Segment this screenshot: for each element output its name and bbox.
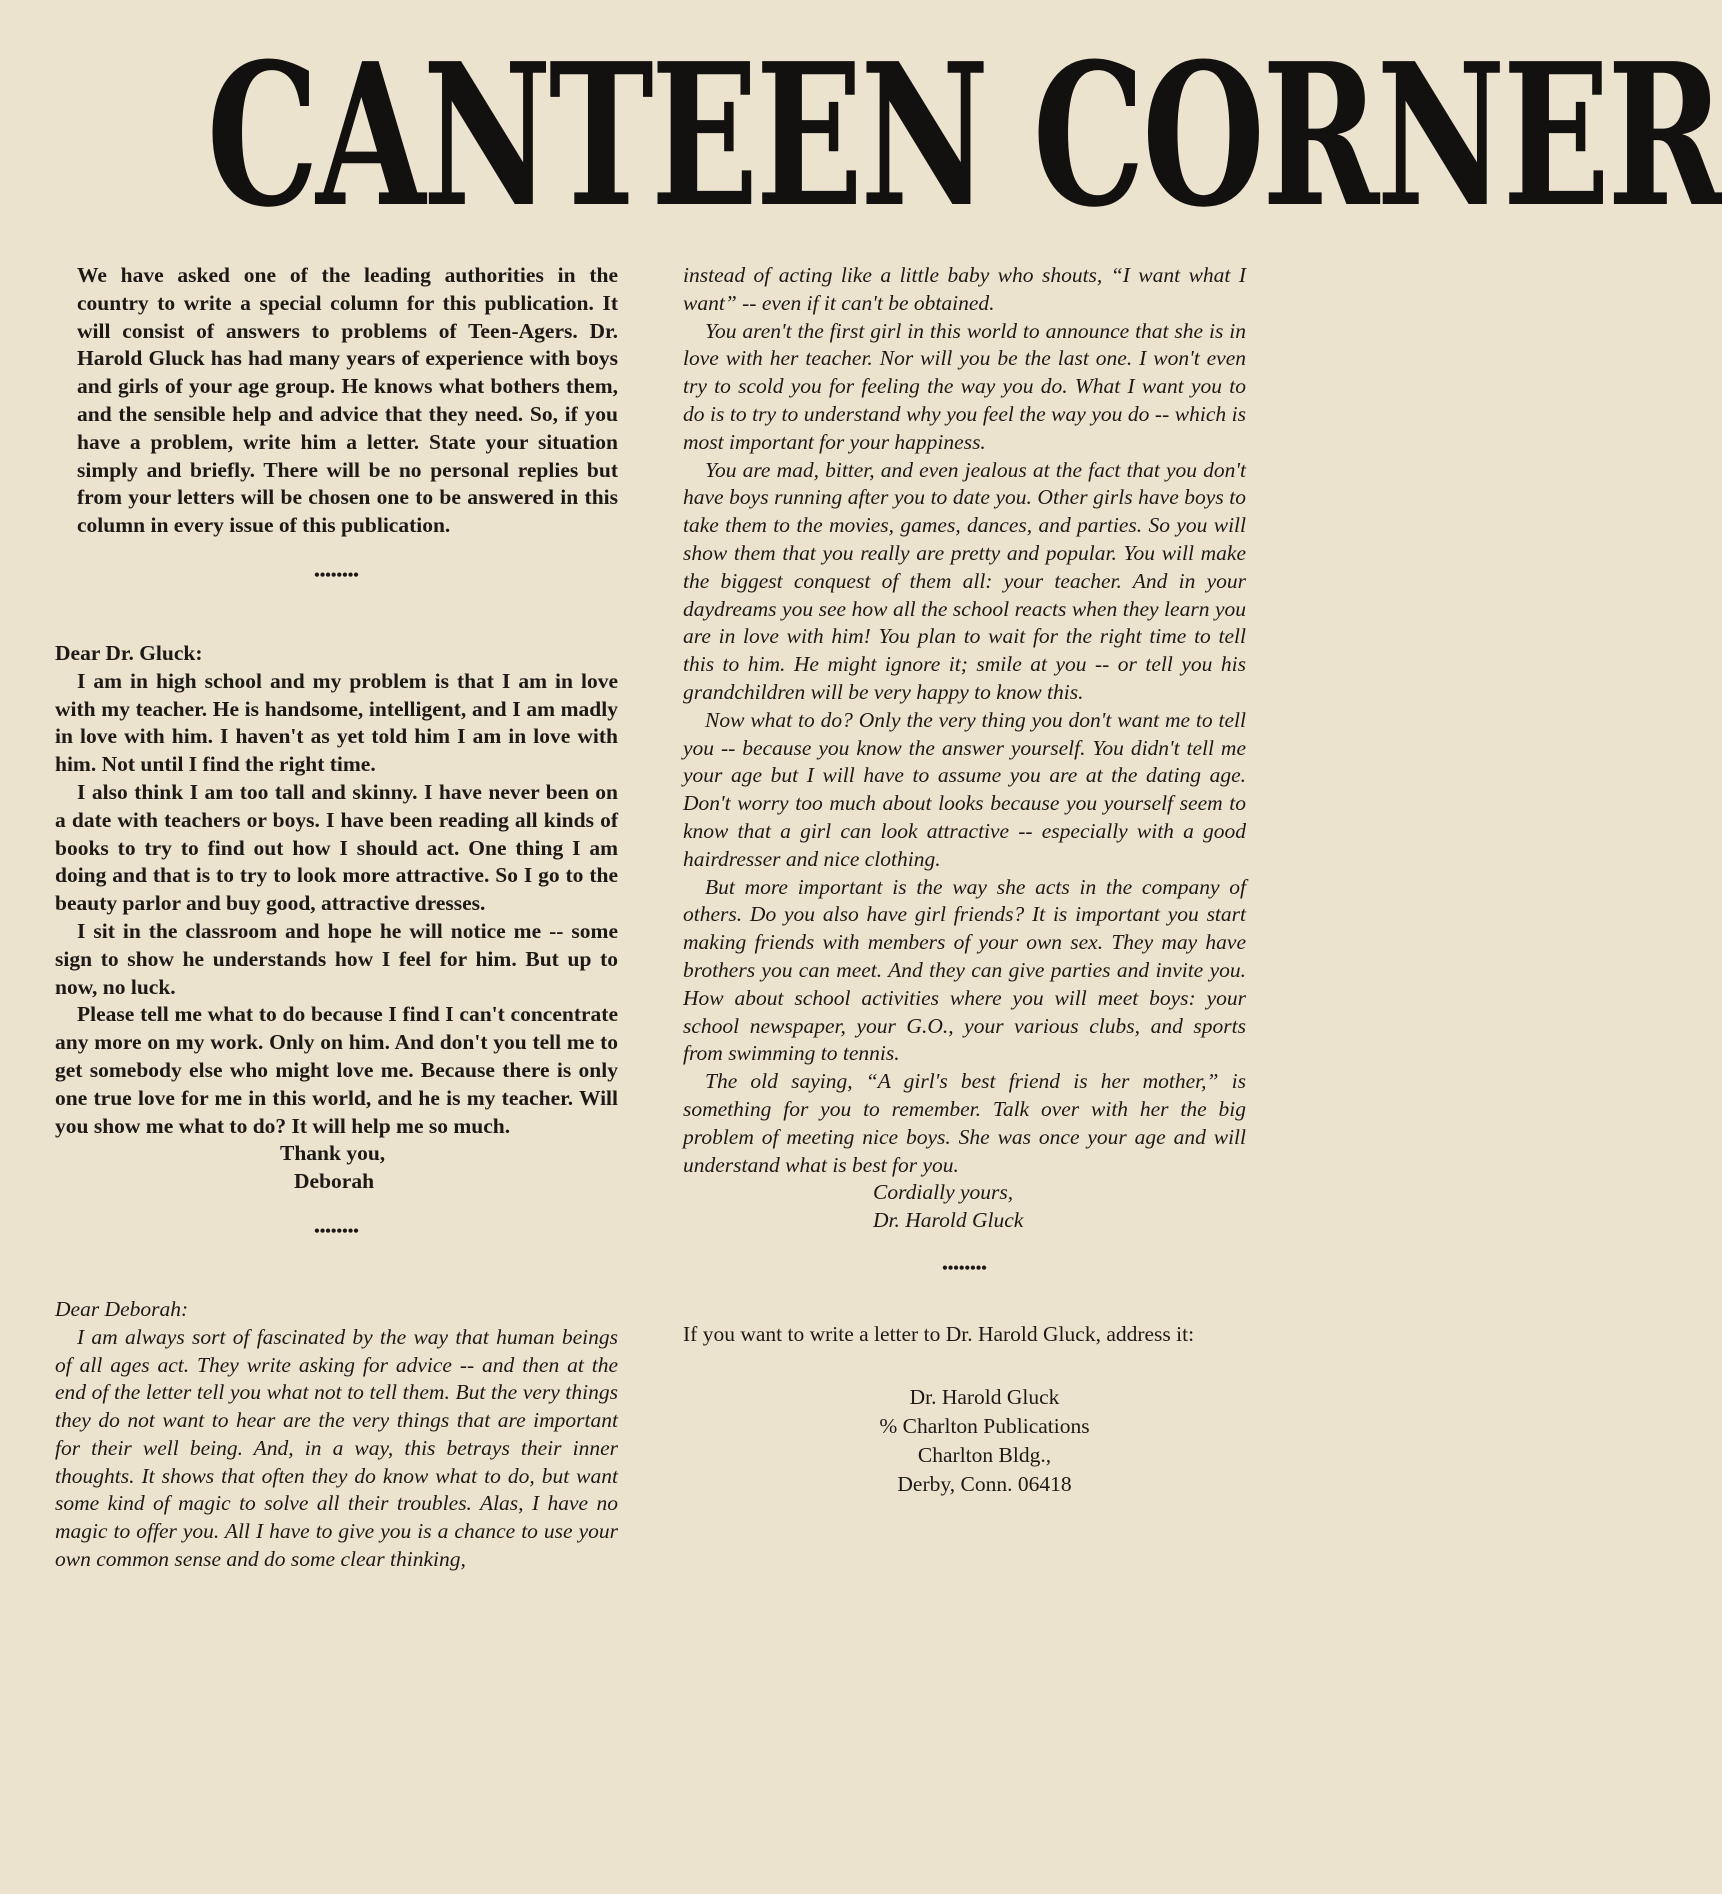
- letter-signoff-text: Thank you,: [280, 1141, 386, 1166]
- letter-paragraph: Please tell me what to do because I find I can't concentrate any more on my work. Only on him. And don't you tell me to get somebody else who might love me. Because there is only one true love for me in this world, and he is my teacher. Will you show me what to do? It will help me so much.: [55, 1002, 618, 1138]
- reply-continuation: instead of acting like a little baby who shouts, “I want what I want” -- even if it can't be obtained.: [683, 263, 1246, 315]
- reply-paragraph: The old saying, “A girl's best friend is her mother,” is something for you to remember. Talk over with her the big problem of meeting nice boys. She was once your age and will understand what is best for you.: [683, 1069, 1246, 1177]
- letter-signoff: [55, 1140, 618, 1196]
- letter-greeting: Dear Dr. Gluck:: [55, 640, 203, 665]
- mailing-address: [683, 1383, 1246, 1499]
- reader-letter: [55, 640, 618, 1196]
- section-divider: ••••••••: [314, 566, 359, 584]
- doctor-reply-start: [55, 1296, 618, 1574]
- address-intro: If you want to write a letter to Dr. Harold Gluck, address it:: [683, 1321, 1195, 1346]
- letter-signature: Deborah: [294, 1169, 375, 1194]
- reply-signature: Dr. Harold Gluck: [873, 1208, 1024, 1233]
- address-line: Derby, Conn. 06418: [897, 1471, 1072, 1496]
- reply-closing-text: Cordially yours,: [873, 1180, 1014, 1205]
- page-title: CANTEEN CORNER: [206, 21, 1722, 251]
- address-line: Charlton Bldg.,: [917, 1442, 1052, 1467]
- letter-paragraph: I am in high school and my problem is that I am in love with my teacher. He is handsome, intelligent, and I am madly in love with him. I haven't as yet told him I am in love with him. Not until I find the right time.: [55, 668, 618, 777]
- left-column: [55, 262, 618, 1574]
- letter-paragraph: I also think I am too tall and skinny. I have never been on a date with teachers or boys. I have been reading all kinds of books to try to find out how I should act. One thing I am doing and that is to try to look more attractive. So I go to the beauty parlor and buy good, attractive dresses.: [55, 779, 618, 916]
- section-divider: ••••••••: [942, 1259, 987, 1277]
- letter-paragraph: I sit in the classroom and hope he will notice me -- some sign to show he understands how I feel for him. But up to now, no luck.: [55, 918, 618, 999]
- address-line: % Charlton Publications: [879, 1413, 1090, 1438]
- doctor-reply-continued: [683, 262, 1246, 1235]
- reply-paragraph: I am always sort of fascinated by the way that human beings of all ages act. They write asking for advice -- and then at the end of the letter tell you what not to tell them. But the very things they do not want to hear are the very things that are important for their well being. And, in a way, this betrays their inner thoughts. It shows that often they do know what to do, but want some kind of magic to solve all their troubles. Alas, I have no magic to offer you. All I have to give you is a chance to use your own common sense and do some clear thinking,: [55, 1324, 618, 1572]
- reply-greeting: Dear Deborah:: [55, 1296, 189, 1321]
- reply-paragraph: Now what to do? Only the very thing you don't want me to tell you -- because you know the answer yourself. You didn't tell me your age but I will have to assume you are at the dating age. Don't worry too much about looks because you yourself seem to know that a girl can look attractive -- especially with a good hairdresser and nice clothing.: [683, 707, 1246, 871]
- intro-section: [55, 262, 618, 540]
- address-line: Dr. Harold Gluck: [909, 1384, 1060, 1409]
- right-column: [683, 262, 1246, 1499]
- reply-paragraph: But more important is the way she acts in the company of others. Do you also have girl friends? It is important you start making friends with members of your own sex. They may have brothers you can meet. And they can give parties and invite you. How about school activities where you will meet boys: your school newspaper, your G.O., your various clubs, and sports from swimming to tennis.: [683, 874, 1246, 1066]
- reply-closing: [683, 1179, 1246, 1235]
- intro-paragraph: We have asked one of the leading authorities in the country to write a special column for this publication. It will consist of answers to problems of Teen-Agers. Dr. Harold Gluck has had many years of experience with boys and girls of your age group. He knows what bothers them, and the sensible help and advice that they need. So, if you have a problem, write him a letter. State your situation simply and briefly. There will be no personal replies but from your letters will be chosen one to be answered in this column in every issue of this publication.: [77, 263, 618, 538]
- reply-paragraph: You aren't the first girl in this world to announce that she is in love with her teacher. Nor will you be the last one. I won't even try to scold you for feeling the way you do. What I want you to do is to try to understand why you feel the way you do -- which is most important for your happiness.: [683, 318, 1246, 454]
- reply-paragraph: You are mad, bitter, and even jealous at the fact that you don't have boys running after you to date you. Other girls have boys to take them to the movies, games, dances, and parties. So you will show them that you really are pretty and popular. You will make the biggest conquest of them all: your teacher. And in your daydreams you see how all the school reacts when they learn you are in love with him! You plan to wait for the right time to tell this to him. He might ignore it; smile at you -- or tell you his grandchildren will be very happy to know this.: [683, 457, 1246, 704]
- section-divider: ••••••••: [314, 1222, 359, 1240]
